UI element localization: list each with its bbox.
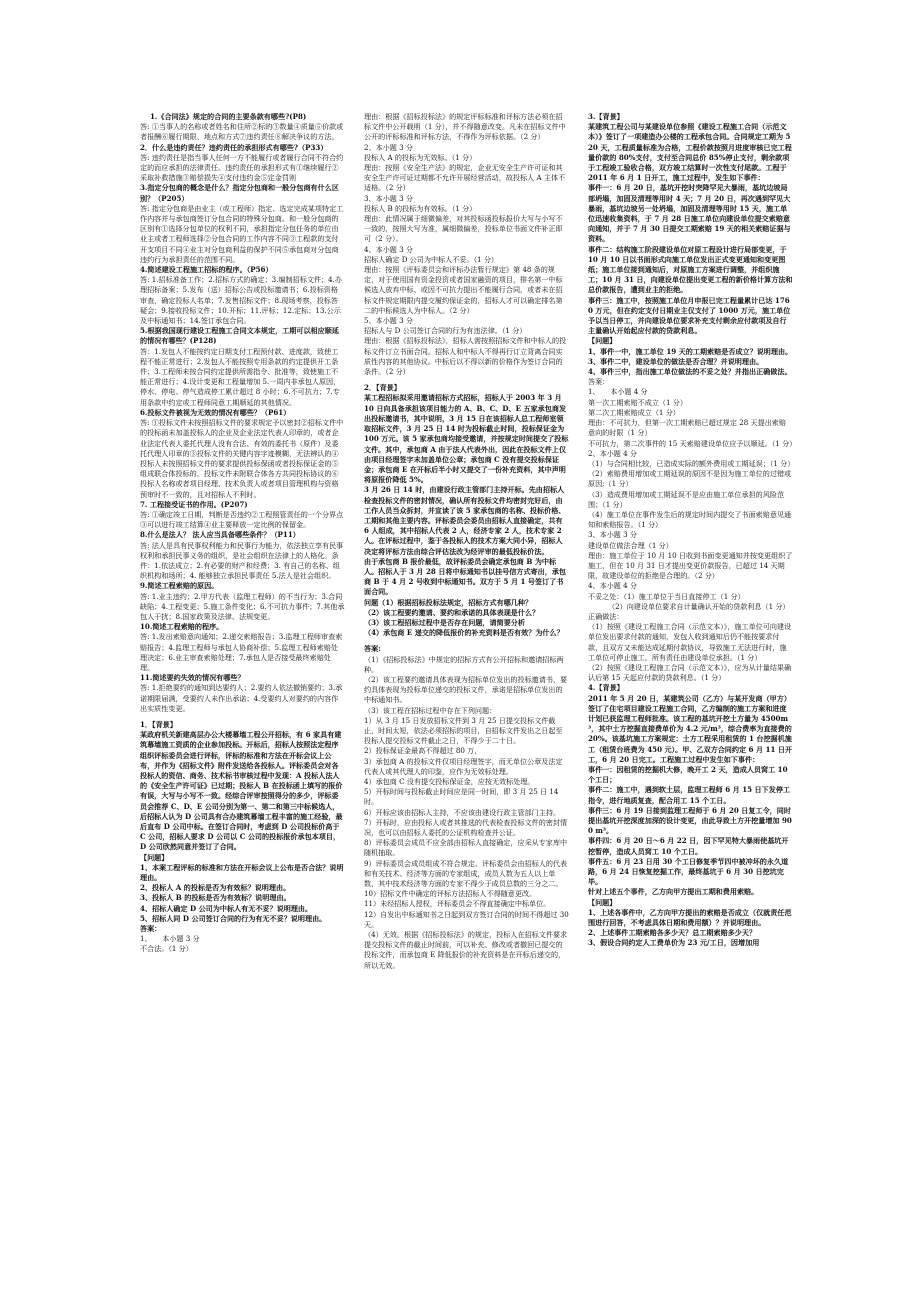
paragraph: 8）评标委员会成员不应全部由招标人直接确定，应采从专家库中随机抽取。 xyxy=(364,838,568,858)
paragraph: 9）评标委员会成员组成不符合规定。评标委员会由招标人的代表和有关技术、经济等方面的专家组成，成员人数为五人以上单数，其中技术经济等方面的专家不得少于成员总数的三分之二。 xyxy=(364,858,568,889)
paragraph: 【问题】 xyxy=(588,336,617,346)
paragraph: 事件二：结构施工阶段建设单位对原工程设计进行局部变更，于 10 月 10 日以书面形式向施工单位发出正式变更通知和变更图纸；施工单位接到通知后，对原施工方案进行调整，并组织施工；10 月 31 日，向建设单位提出变更工程的新价格计算方法和总价款报告，遭到业主的拒绝。 xyxy=(588,244,793,295)
paragraph: 答: 1.拒绝要约的通知到达要约人；2.要约人依法撤销要约；3.承诺期限届满，受要约人未作出承诺；4.受要约人对要约的内容作出实质性变更。 xyxy=(140,683,343,713)
paragraph: 答: 1.业主违约；2.甲方代表（监理工程师）的不当行为；3.合同缺陷；4.工程变更；5.施工条件变化；6.不可抗力事件；7.其他承包人干扰；8.国家政策及法律、法规变更。 xyxy=(140,591,345,621)
paragraph: 8.什么是法人？ 法人应当具备哪些条件？（P11） xyxy=(140,530,300,540)
paragraph: 理由：按照《安全生产法》的规定，企业无安全生产许可证和其安全生产许可证过期都不允许开展经营活动，故投标人 A 主体不适格。（2 分） xyxy=(364,163,566,193)
paragraph: 3、假设合同约定人工费单价为 23 元/工日，因增加用 xyxy=(588,938,760,948)
paragraph: 2．【背景】 xyxy=(364,383,401,393)
paragraph: 理由：按照《评标委员会和评标办法暂行规定》第 48 条的规定，对于使用国有资金投资或者国家融资的项目，排名第一中标候选人放弃中标、或因不可抗力提出不能履行合同，或者未在招标文件规定期限内提交履约保证金的，招标人才可以确定排名第二的中标候选人为中标人。（2 分） xyxy=(364,265,563,315)
paragraph: 3 月 26 日 14 时，由建设行政主管部门主持开标。先由招标人检查投标文件的密封情况，确认所有投标文件均密封完好后，由工作人员当众拆封，并宣读了该 5 家承包商的名称、投标价格、工期和其他主要内容。评标委员会委员由招标人直接确定，共有 6 人组成，其中招标人代表 2 人，经济专家 2 人，技术专家 2 人。在评标过程中，鉴于各投标人的技术方案大同小异，招标人决定将评标方法由综合评估法改为经评审的最低投标价法。 xyxy=(364,485,566,556)
paragraph: 5.根据我国现行建设工程施工合同文本规定，工期可以相应顺延的情况有哪些？(P128) xyxy=(140,326,339,346)
paragraph: 某政府机关新建高层办公大楼幕墙工程公开招标，有 6 家具有建筑幕墙施工资质的企业参加投标。开标后，招标人按照法定程序组织评标委员会进行评标，评标的标准和方法在开标会议上公布，并作为《招标文件》附件发送给各投标人。评标委员会对各投标人的资信、商务、技术标书审核过程中发现：A 投标人法人的《安全生产许可证》已过期；投标人 B 在投标函上填写的报价有误，大写与小写不一致。经综合评审按照得分的多少，评标委员会推荐 C、D、E 公司分别为第一、第二和第三中标候选人，后招标人认为 D 公司具有合办建筑幕墙工程丰富的施工经验，最后直布 D 公司中标。在签订合同时，考虑到 D 公司投标价高于 C 公司，招标人要求 D 公司以 C 公司的投标报价承包本项目，D 公司欣然同意并签订了合同。 xyxy=(140,730,343,852)
paragraph: 答: 违约责任是指当事人任何一方不能履行或者履行合同不符合约定的而应承担的法律责任。违约责任的承担形式有①继续履行②采取补救措施③赔偿损失④支付违约金⑤定金罚则 xyxy=(140,152,344,183)
paragraph: 3、本小题 3 分 xyxy=(588,530,638,540)
paragraph: （1）按照《建设工程施工合同（示范文本）》，施工单位可向建设单位发出要求付款的通知，发包人收到通知后仍不能按要求付款，且双方又未能达成延期付款协议，导致施工无法进行时，施工单位可停止施工，所有责任由建设单位承担。（1 分） xyxy=(588,622,792,662)
paragraph: 3、投标人 B 的投标是否为有效标？说明理由。 xyxy=(140,893,291,903)
paragraph: 某工程招标拟采用邀请招标方式招标，招标人于 2003 年 3 月 10 日向具备承担该项目能力的 A、B、C、D、E 五家承包商发出投标邀请书，其中说明，3 月 15 日在该招标人总工程师室领取招标文件，3 月 25 日 14 时为投标截止时间，投标保证金为 100 万元。该 5 家承包商均接受邀请，并按规定时间提交了投标文件。其中，承包商 A 由于法人代表外出，因此在投标文件上仅由项目经理签字未加盖单位公章；承包商 C 没有提交投标保证金；承包商 E 在开标后半小时又提交了一份补充资料，其中声明将原报价降低 5%。 xyxy=(364,393,569,485)
paragraph: 4、事件三中，指出施工单位做法的不妥之处？并指出正确做法。 xyxy=(588,367,792,377)
paragraph: 4、本小题 4 分 xyxy=(588,581,638,591)
paragraph: 7）开标时，应由投标人或者其推选的代表检查投标文件的密封情况，也可以由招标人委托的公证机构检查并公证。 xyxy=(364,817,568,838)
paragraph: 答: ①确定竣工日期，判断是否违约②工程照管责任的一个分界点③可以进行竣工结算④业主要释放一定比例的保留金。 xyxy=(140,509,344,530)
paragraph: 3）承包商 A 的投标文件仅项目经理签字，而无单位公章及法定代表人或其代理人的印鉴，应作为无效标处理。 xyxy=(364,756,563,776)
paragraph: 3、本小题 3 分 xyxy=(364,193,414,203)
paragraph: 事件五：6 月 23 日用 30 个工日修复季节四中被冲坏的永久道路，6 月 24 日恢复挖掘工作，最终基坑于 6 月 30 日挖坑完毕。 xyxy=(588,856,789,887)
paragraph: （3）该工程在招标过程中存在下列问题： xyxy=(364,705,497,715)
paragraph: 4、招标人确定 D 公司为中标人有无不妥？说明理由。 xyxy=(140,903,313,913)
paragraph: 理由：根据《招标投标法》，招标人需按照招标文件和中标人的投标文件订立书面合同。招标人和中标人不得再行订立背离合同实质性内容的其他协议。中标后以不得以新的价格作为签订合同的条件。（2 分） xyxy=(364,336,567,377)
paragraph: 理由：不可抗力，但第一次工期索赔已超过规定 28 天提出索赔意向的时限（1 分） xyxy=(588,418,786,438)
paragraph: 事件四：6 月 20 日～6 月 22 日，因下罕见特大暴雨使基坑开挖暂停，造成人员窝工 10 个工日。 xyxy=(588,836,789,856)
paragraph: 2）投标保证金最高不得超过 80 万， xyxy=(364,746,482,756)
paragraph: （2）索赔费用增加或工期延误的原因不是因为施工单位的过错或原因;（1 分） xyxy=(588,469,792,489)
paragraph: 理由：根据《招标投标法》的规定评标标准和评标方法必须在招标文件中公开载明（1 分），并不得随意改变。凡未在招标文件中公开的评标标准和评标方法，不得作为评标依据。（2 分） xyxy=(364,112,566,142)
paragraph: 1）从 3 月 15 日发放招标文件到 3 月 25 日提交投标文件截止，时间太短，依法必须招标的项目，自招标文件发出之日起至投标人提交投标文件截止之日，不得少于二十日。 xyxy=(364,715,563,746)
paragraph: 10.简述工程索赔的程序。 xyxy=(140,622,224,632)
paragraph: 事件一：6 月 20 日，基坑开挖时突降罕见大暴雨，基坑边坡局部坍塌，加固及清理等用时 4 天；7 月 20 日，再次遇到罕见大暴雨，基坑边坡另一处坍塌，加固及清理等用时 15 天，施工单位迅速收集资料，于 7 月 28 日施工单位向建设单位提交索赔意向通知，并于 7 月 30 日提交工期索赔 19 天的相关索赔证据与资料。 xyxy=(588,183,791,244)
paragraph: 正确做法： xyxy=(588,611,624,621)
paragraph: 4.简述建设工程施工招标的程序。（P56） xyxy=(140,265,273,275)
paragraph: 1．【背景】 xyxy=(140,719,177,729)
paragraph: 1、事件一中，施工单位 19 天的工期索赔是否成立？说明理由。 xyxy=(588,346,793,356)
paragraph: 招标人确定 D 公司为中标人不妥。（1 分） xyxy=(364,254,499,264)
paragraph: 答: ①投标文件未按照招标文件的要求规定予以密封②招标文件中的投标函未加盖投标人的企业及企业法定代表人印章的，或者企业法定代表人委托代理人没有合法、有效的委托书（原件）及委托代理人印章的③投标文件的关键内容字迹模糊，无法辨认的④投标人未按照招标文件的要求提供投标保函或者投标保证金的⑤组成联合体投标的，投标文件未附联合体各方共同投标协议的⑥投标人名称或者项目经理、技术负责人或者项目管理机构与资格预审时不一致的，且对招标人不利时。 xyxy=(140,418,344,499)
paragraph: 投标人 B 的投标为有效标。（1 分） xyxy=(364,203,477,213)
paragraph: （4）施工单位在事件发生后的规定时间内提交了书面索赔意见通知和索赔报告。（1 分） xyxy=(588,509,792,530)
paragraph: 不可抗力，第二次事件的 15 天索赔建设单位应予以顺延。（1 分） xyxy=(588,438,797,448)
paragraph: （2）向建设单位要求自计量确认开始的贷款利息（1 分） xyxy=(608,601,790,611)
paragraph: 2、本小题 3 分 xyxy=(364,142,414,152)
paragraph: 不合法。（1 分） xyxy=(140,944,193,954)
paragraph: 某建筑工程公司与某建设单位参照《建设工程施工合同（示范文本）》签订了一项建造办公楼的工程承包合同。合同规定工期为 520 天，工程质量标准为合格，工程价款按照月进度审核已完工程量价款的 80%支付，支付至合同总价 85%停止支付，剩余款项于工程竣工验收合格，双方竣工结算时一次性支付尾款。工程于 2011 年 6 月 1 日开工，施工过程中，发生如下事件： xyxy=(588,122,792,183)
paragraph: 7. 工程接受证书的作用。(P207) xyxy=(140,499,248,509)
paragraph: 答: 法人是具有民事权利能力和民事行为能力，依法独立享有民事权利和承担民事义务的组织，是社会组织在法律上的人格化。条件：1.依法成立；2.有必要的财产和经费；3. 有自己的名称、组织机构和场所；4. 能够独立承担民事责任 5.法人是社会组织。 xyxy=(140,540,344,581)
paragraph: 事件一：因租赁的挖掘机大修，晚开工 2 天，造成人员窝工 10 个工日； xyxy=(588,765,788,785)
paragraph: 1.《合同法》规定的合同的主要条款有哪些?(P8) xyxy=(150,112,307,121)
paragraph: 事件二：施工中，遇到软土层，监理工程师 6 月 15 日下发停工指令，进行地质复查，配合用工 15 个工日。 xyxy=(588,785,791,805)
paragraph: 不妥之处：（1）施工单位于当日直接停工（1 分） xyxy=(588,591,745,601)
paragraph: 2011 年 5 月 20 日，某建筑公司（乙方）与某开发商（甲方）签订了住宅项目建设工程施工合同，乙方编制的施工方案和进度计划已获监理工程师批准。该工程的基坑开挖土方量为 4500m³，其中土方挖掘直接费单价为 4.2 元/m³，综合费率为直接费的 20%。该基坑施工方案规定：土方工程采用租赁的 1 台挖掘机施工（租赁台班费为 450 元）。甲、乙双方合同约定 6 月 11 日开工，6 月 20 日完工。工程施工过程中发生如下事件： xyxy=(588,693,793,764)
paragraph: 第二次工期索赔成立（1 分） xyxy=(588,407,680,417)
paragraph: 答: ①当事人的名称或者姓名和住所②标的③数量④质量⑤价款或者报酬⑥履行期限、地点和方式⑦违约责任⑧解决争议的方法。 xyxy=(140,122,344,142)
paragraph: 4、本小题 3 分 xyxy=(364,244,414,254)
paragraph: 理由：施工单位于 10 月 10 日收到书面变更通知并按变更组织了施工，但在 10 月 31 日才提出变更价款报告，已超过 14 天期限，故建设单位的拒绝是合理的。（2 分） xyxy=(588,550,793,581)
paragraph: 6.投标文件被视为无效的情况有哪些？（P61） xyxy=(140,407,291,417)
paragraph: 2、投标人 A 的投标是否为有效标？说明理由。 xyxy=(140,883,291,893)
paragraph: 问题（1）根据招标投标法规定，招标方式有哪几种？ xyxy=(364,597,533,607)
paragraph: 11）未经招标人授权，评标委员会不得直接确定中标单位。 xyxy=(364,899,551,909)
paragraph: 2、上述事件工期索赔各多少天？总工期索赔多少天？ xyxy=(588,928,757,938)
paragraph: 1、 本小题 3 分 xyxy=(140,934,200,944)
paragraph: 10）招标文件中确定的评标方法招标人不得随意更改。 xyxy=(364,889,537,899)
paragraph: 3.【背景】 xyxy=(588,112,624,121)
paragraph: （4）承包商 E 递交的降低报价的补充资料是否有效？为什么？ xyxy=(364,628,564,638)
paragraph: 1、 本小题 4 分 xyxy=(588,387,648,397)
paragraph: 3.指定分包商的概念是什么？指定分包商和一般分包商有什么区别？（P205） xyxy=(140,183,339,203)
column-left xyxy=(140,112,345,955)
paragraph: 11.简述要约失效的情况有哪些？ xyxy=(140,673,245,683)
paragraph: 4）承包商 C 没有提交投标保证金，应按无效标处理。 xyxy=(364,777,535,786)
paragraph: 2．什么是违约责任？违约责任的承担形式有哪些?（P33） xyxy=(140,142,328,152)
paragraph: 答: 1.招标准备工作；2.招标方式的确定；3.编制招标文件；4.办理招标备案；5.发布（送）招标公告或投标邀请书；6.投标资格审查，确定投标人名单；7.发售招标文件；8.现场考察，投标答疑会；9.接收投标文件；10.开标；11.评标；12.定标；13.公示及中标通知书；14.签订承包合同。 xyxy=(140,275,342,326)
paragraph: （1）与合同相比较，已造成实际的额外费用或工期延误；（1 分） xyxy=(588,458,795,468)
paragraph: 12）自发出中标通知书之日起到双方签订合同的时间不得超过 30 天。 xyxy=(364,909,569,929)
paragraph: 建设单位做法合理（1 分） xyxy=(588,540,673,550)
paragraph: 由于承包商 B 报价最低，故评标委员会确定承包商 B 为中标人。招标人于 3 月 28 日将中标通知书以挂号信方式寄出，承包商 B 于 4 月 2 号收到中标通知书。双方于 5 月 1 号签订了书面合同。 xyxy=(364,556,567,597)
paragraph: 答: 指定分包商是由业主（或工程师）指定、选定完成某项特定工作内容并与承包商签订分包合同的特殊分包商。和一般分包商的区别有①选择分包单位的权利不同，承担指定分包任务的单位由业主或者工程师选择②分包合同的工作内容不同③工程款的支付开支项目不同④业主对分包商利益的保护不同⑤承包商对分包商违约行为承担责任的范围不同。 xyxy=(140,203,344,264)
paragraph: 2、本小题 4 分 xyxy=(588,448,638,458)
paragraph: 答案： xyxy=(140,924,162,934)
paragraph: 5、本小题 3 分 xyxy=(364,316,414,326)
paragraph: 答：1.发包人不能按约定日期支付工程预付款、进度款，致使工程不能正常进行；2.发包人不能按照专用条款的约定提供开工条件；3.工程师未按合同约定提供所需指令、批准等，致使施工不能正常进行；4.设计变更和工程量增加 5.一周内非承包人原因，停水、停电、停气造成停工累计超过 8 小时；6.不可抗力；7.专用条款中约定或工程师同意工期顺延的其他情况。 xyxy=(140,346,341,407)
column-right xyxy=(588,112,797,949)
paragraph: （4）无效。根据《招标投标法》的规定，投标人在招标文件要求提交投标文件的截止时间前，可以补充、修改或者撤回已提交的投标文件，而承包商 E 降低报价的补充资料是在开标后递交的，所以无效。 xyxy=(364,930,568,970)
paragraph: （2）该工程要约邀请具体表现为招标单位发出的投标邀请书，要约具体表现为投标单位递交的投标文件，承诺是招标单位发出的中标通知书。 xyxy=(364,674,568,705)
paragraph: 【问题】 xyxy=(140,852,169,862)
paragraph: 投标人 A 的投标为无效标。（1 分） xyxy=(364,152,477,162)
paragraph: 3、事件二中，建设单位的做法是否合理？并说明理由。 xyxy=(588,356,764,366)
paragraph: （2）按照《建设工程施工合同（示范文本）》，应为从计量结果确认后第 15 天起应付款的贷款利息。（1 分） xyxy=(588,662,792,683)
paragraph: 答: 1.发出索赔意向通知；2.递交索赔报告；3.监理工程师审查索赔报告；4.监理工程师与承包人协商补偿；5.监理工程师索赔处理决定；6.业主审查索赔处理；7.承包人是否接受最终索赔处理。 xyxy=(140,632,343,672)
paragraph: 6）开标应该由招标人主持，不应该由建设行政主管部门主持。 xyxy=(364,807,561,817)
paragraph: 1、上述各事件中，乙方向甲方提出的索赔是否成立（仅就责任范围进行回答，不考虑具体日期和费用额）？并说明理由。 xyxy=(588,907,792,928)
paragraph: 5）开标时间与投标截止时间应是同一时间，即 3 月 25 日 14 时。 xyxy=(364,787,559,807)
paragraph: 事件三：6 月 19 日接到监理工程师于 6 月 20 日复工令，同时提出基坑开挖深度加深的设计变更，由此导致土方开挖量增加 900 m³。 xyxy=(588,805,792,836)
paragraph: （2）该工程要约邀请、要约和承诺的具体表现是什么？ xyxy=(364,607,540,617)
paragraph: 5、招标人同 D 公司签订合同的行为有无不妥？说明理由。 xyxy=(140,913,327,923)
paragraph: 招标人与 D 公司签订合同的行为有违法律。（1 分） xyxy=(364,326,527,336)
paragraph: 第一次工期索赔不成立（1 分） xyxy=(588,397,687,407)
paragraph: 事件三：施工中，按照施工单位月申报已完工程量累计已达 1760 万元，但在约定支付日期业主仅支付了 1000 万元，施工单位予以当日停工，并向建设单位要求补充支付剩余应付款项及自行主量确认开始起应付款的贷款利息。 xyxy=(588,295,791,336)
paragraph: 1、本案工程评标的标准和方法在开标会议上公布是否合法？说明理由。 xyxy=(140,862,344,883)
paragraph: 【问题】 xyxy=(588,897,617,907)
paragraph: （1）《招标投标法》中规定的招标方式有公开招标和邀请招标两种。 xyxy=(364,654,564,674)
paragraph: 理由：此情况属于细微偏差，对其投标函投标报价大写与小写不一致的，按照大写为准，属细微偏差，投标单位书面文件补正即可（2 分）。 xyxy=(364,214,563,244)
paragraph: 针对上述五个事件，乙方向甲方提出工期和费用索赔。 xyxy=(588,887,759,897)
paragraph: 答案: xyxy=(364,644,381,654)
paragraph: （3）造成费用增加或工期延误不是应由施工单位承担的风险范围；（1 分） xyxy=(588,489,785,509)
paragraph: 答案： xyxy=(588,377,610,387)
paragraph: 9.简述工程索赔的原因。 xyxy=(140,581,219,591)
column-middle xyxy=(364,112,569,971)
paragraph: 4.【背景】 xyxy=(588,683,624,693)
paragraph: （3）该工程招标过程中是否存在问题，请简要分析 xyxy=(364,617,525,627)
